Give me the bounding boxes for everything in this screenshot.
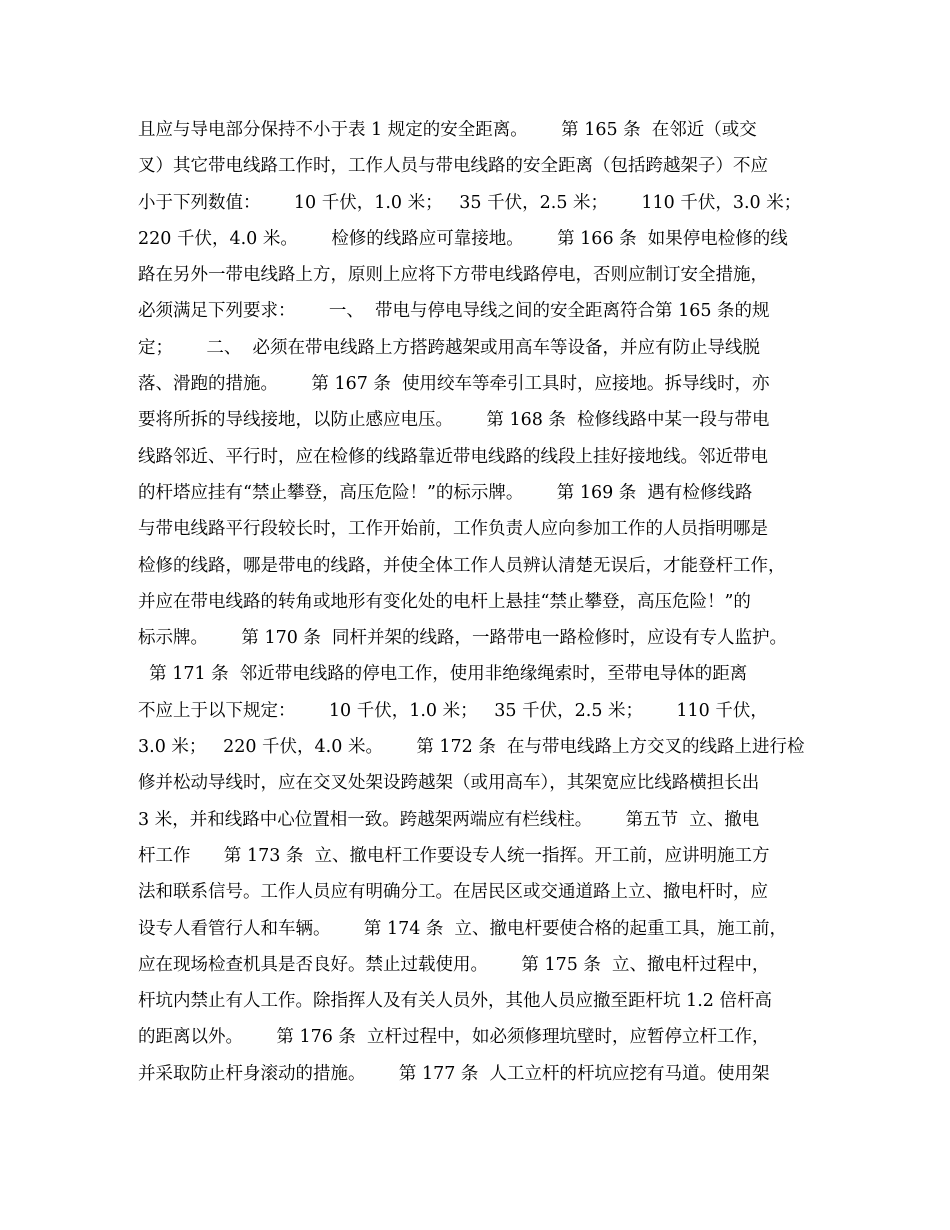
text-line-11: 的杆塔应挂有“禁止攀登，高压危险！”的标示牌。 第 169 条 遇有检修线路 — [138, 482, 753, 503]
text-line-2: 叉）其它带电线路工作时，工作人员与带电线路的安全距离（包括跨越架子）不应 — [138, 156, 768, 177]
text-line-1: 且应与导电部分保持不小于表 1 规定的安全距离。 第 165 条 在邻近（或交 — [138, 120, 757, 140]
text-line-15: 标示牌。 第 170 条 同杆并架的线路，一路带电一路检修时，应设有专人监护。 — [138, 628, 788, 649]
text-line-20: 3 米，并和线路中心位置相一致。跨越架两端应有栏线柱。 第五节 立、撤电 — [138, 809, 760, 830]
text-line-24: 应在现场检查机具是否良好。禁止过载使用。 第 175 条 立、撤电杆过程中， — [138, 954, 770, 975]
text-line-3: 小于下列数值： 10 千伏，1.0 米； 35 千伏，2.5 米； 110 千伏，3.0 米； — [138, 192, 802, 213]
text-line-21: 杆工作 第 173 条 立、撤电杆工作要设专人统一指挥。开工前，应讲明施工方 — [138, 845, 770, 866]
text-line-14: 并应在带电线路的转角或地形有变化处的电杆上悬挂“禁止攀登，高压危险！”的 — [138, 591, 751, 612]
text-line-22: 法和联系信号。工作人员应有明确分工。在居民区或交通道路上立、撤电杆时，应 — [138, 882, 768, 903]
text-line-18: 3.0 米； 220 千伏，4.0 米。 第 172 条 在与带电线路上方交叉的线路上进行检 — [138, 737, 805, 758]
text-line-19: 修并松动导线时，应在交叉处架设跨越架（或用高车），其架宽应比线路横担长出 — [138, 773, 760, 794]
text-line-12: 与带电线路平行段较长时，工作开始前，工作负责人应向参加工作的人员指明哪是 — [138, 519, 768, 540]
text-line-10: 线路邻近、平行时，应在检修的线路靠近带电线路的线段上挂好接地线。邻近带电 — [138, 446, 768, 467]
text-line-27: 并采取防止杆身滚动的措施。 第 177 条 人工立杆的杆坑应挖有马道。使用架 — [138, 1063, 770, 1084]
text-line-17: 不应上于以下规定： 10 千伏，1.0 米； 35 千伏，2.5 米； 110 千伏， — [138, 700, 768, 721]
text-line-5: 路在另外一带电线路上方，原则上应将下方带电线路停电，否则应制订安全措施， — [138, 265, 768, 286]
text-line-26: 的距离以外。 第 176 条 立杆过程中，如必须修理坑壁时，应暂停立杆工作， — [138, 1027, 770, 1048]
text-line-7: 定； 二、 必须在带电线路上方搭跨越架或用高车等设备，并应有防止导线脱 — [138, 337, 760, 358]
text-line-4: 220 千伏，4.0 米。 检修的线路应可靠接地。 第 166 条 如果停电检修的线 — [138, 228, 788, 249]
body-text — [138, 112, 828, 1092]
text-line-13: 检修的线路，哪是带电的线路，并使全体工作人员辨认清楚无误后，才能登杆工作， — [138, 555, 786, 576]
text-line-6: 必须满足下列要求： 一、 带电与停电导线之间的安全距离符合第 165 条的规 — [138, 301, 770, 322]
text-line-9: 要将所拆的导线接地，以防止感应电压。 第 168 条 检修线路中某一段与带电 — [138, 410, 770, 431]
text-line-16: 第 171 条 邻近带电线路的停电工作，使用非绝缘绳索时，至带电导体的距离 — [138, 664, 748, 685]
text-line-23: 设专人看管行人和车辆。 第 174 条 立、撤电杆要使合格的起重工具，施工前， — [138, 918, 788, 939]
text-line-25: 杆坑内禁止有人工作。除指挥人及有关人员外，其他人员应撤至距杆坑 1.2 倍杆高 — [138, 991, 772, 1012]
text-line-8: 落、滑跑的措施。 第 167 条 使用绞车等牵引工具时，应接地。拆导线时，亦 — [138, 374, 770, 395]
